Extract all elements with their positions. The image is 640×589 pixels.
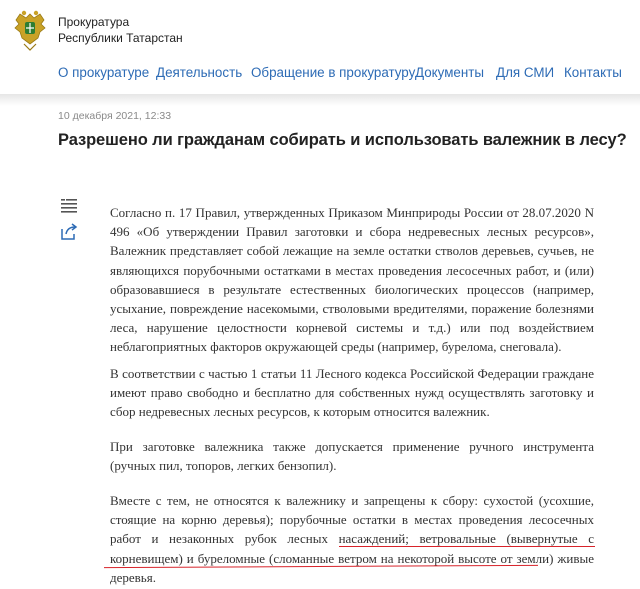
article-date: 10 декабря 2021, 12:33 — [58, 110, 172, 122]
article-paragraph-1: Согласно п. 17 Правил, утвержденных Приказом Минприроды России от 28.07.2020 N 496 «Об утверждении Правил заготовки и сбора недревесных лесных ресурсов», Валежник представляет собой лежащие на земле остатки стволов деревьев, сучьев, не являющихся порубочными остатками в местах проведения лесосечных работ, и (или) образовавшиеся в результате естественных биологических процессов (например, усыхание, повреждение насекомыми, стволовыми вредителями, поражение болезнями леса, нарушение целостности корневой системы и т.д.) или под воздействием неблагоприятных факторов окружающей среды (например, бурелома, снеговала). — [110, 205, 594, 355]
nav-item-about[interactable]: О прокуратуре — [58, 65, 150, 80]
org-name-line1: Прокуратура — [58, 15, 130, 29]
double-headed-eagle-emblem-icon[interactable] — [10, 8, 50, 52]
site-header — [0, 0, 640, 96]
article-paragraph-3: При заготовке валежника также допускается применение ручного инструмента (ручных пил, топоров, легких бензопил). — [110, 439, 594, 474]
org-name-line2: Республики Татарстан — [58, 31, 183, 45]
nav-item-contacts[interactable]: Контакты — [564, 65, 622, 80]
nav-item-documents[interactable]: Документы — [415, 65, 485, 80]
header-divider — [0, 94, 640, 106]
red-underline-1 — [339, 546, 595, 547]
nav-item-media[interactable]: Для СМИ — [496, 65, 555, 80]
nav-item-appeal[interactable]: Обращение в прокуратуру — [251, 65, 416, 80]
text-lines-icon[interactable] — [60, 198, 78, 216]
share-icon[interactable] — [60, 223, 78, 241]
article-title: Разрешено ли гражданам собирать и использовать валежник в лесу? — [58, 131, 627, 149]
organization-name[interactable] — [58, 14, 183, 46]
nav-item-activity[interactable]: Деятельность — [156, 65, 243, 80]
article-paragraph-2: В соответствии с частью 1 статьи 11 Лесного кодекса Российской Федерации граждане имеют право свободно и бесплатно для собственных нужд осуществлять заготовку и сбор недревесных лесных ресурсов, к которым относится валежник. — [110, 366, 594, 420]
article-paragraph-4: Вместе с тем, не относятся к валежнику и запрещены к сбору: сухостой (усохшие, стоящие на корню деревья); порубочные остатки в местах проведения лесосечных работ и незаконных рубок лесных насаждений; ветровальные (вывернутые с корневищем) и буреломные (сломанные ветром на некоторой высоте от земли) живые деревья. — [110, 493, 594, 585]
